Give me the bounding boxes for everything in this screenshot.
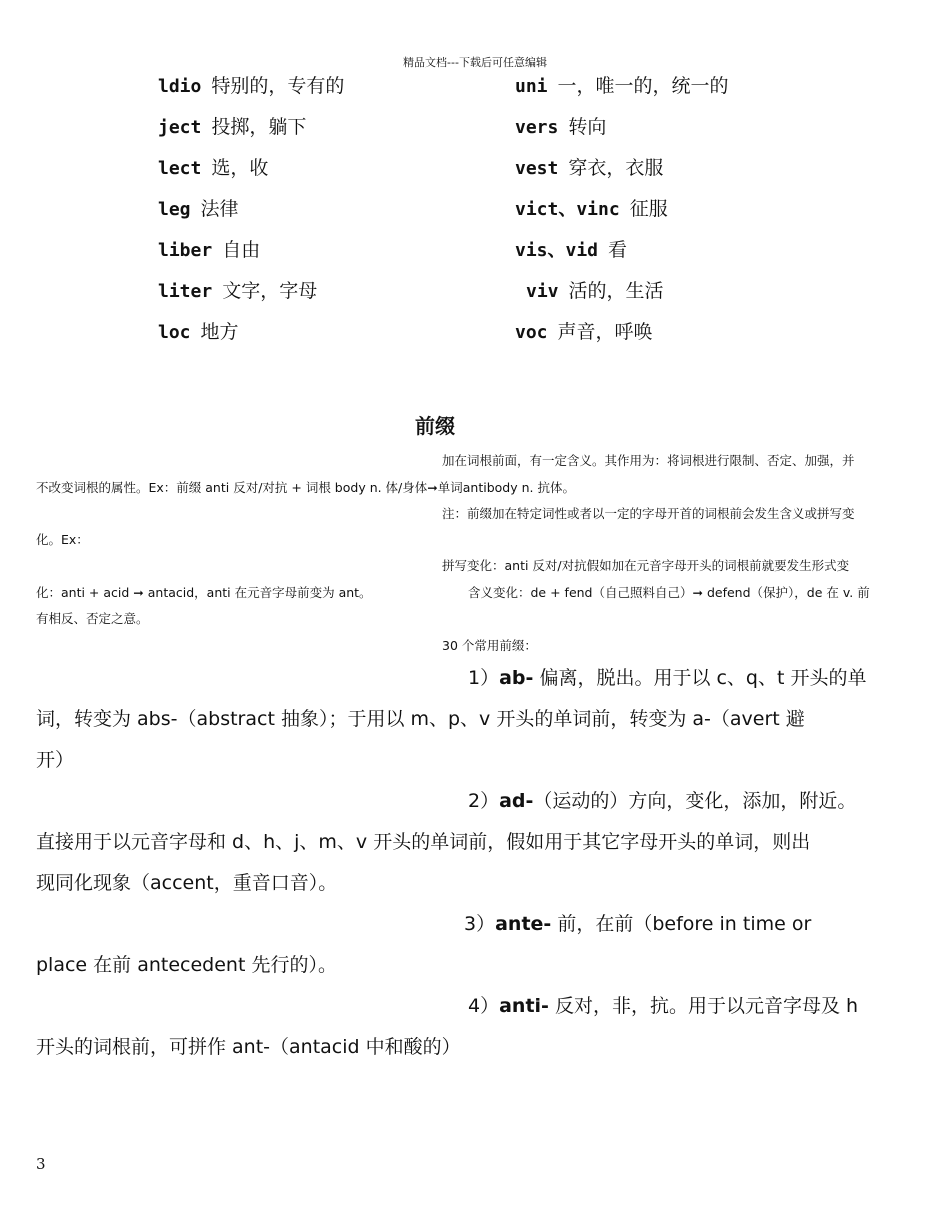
root-term: ldio xyxy=(158,76,202,97)
prefix-number: 2） xyxy=(468,790,500,812)
root-term: vict、vinc xyxy=(515,199,620,220)
root-entry xyxy=(515,71,729,101)
root-term: viv xyxy=(526,281,559,302)
intro-line: 不改变词根的属性。Ex：前缀 anti 反对/对抗 + 词根 body n. 体/身体➞单词antibody n. 抗体。 xyxy=(36,480,575,495)
root-term: liter xyxy=(158,281,213,302)
intro-line: 拼写变化：anti 反对/对抗假如加在元音字母开头的词根前就要发生形式变 xyxy=(442,558,850,573)
root-entry xyxy=(158,317,239,347)
root-meaning: 穿衣，衣服 xyxy=(568,157,664,179)
prefix-continuation-line: 词，转变为 abs-（abstract 抽象）；于用以 m、p、v 开头的单词前，转变为 a-（avert 避 xyxy=(36,708,805,730)
root-entry xyxy=(515,235,627,265)
root-meaning: 法律 xyxy=(200,198,239,220)
root-entry xyxy=(515,317,653,347)
root-meaning: 地方 xyxy=(200,321,239,343)
root-meaning: 声音，呼唤 xyxy=(557,321,653,343)
root-term: ject xyxy=(158,117,202,138)
root-entry xyxy=(158,71,344,101)
root-term: vest xyxy=(515,158,559,179)
root-meaning: 征服 xyxy=(629,198,668,220)
root-term: loc xyxy=(158,322,191,343)
root-meaning: 看 xyxy=(608,239,628,261)
prefix-continuation-line: place 在前 antecedent 先行的）。 xyxy=(36,954,337,976)
prefix-continuation-line: 开头的词根前，可拼作 ant-（antacid 中和酸的） xyxy=(36,1036,461,1058)
prefix-item-first-line xyxy=(464,909,811,939)
prefix-description: 反对，非，抗。用于以元音字母及 h xyxy=(548,995,859,1017)
prefix-description: 偏离，脱出。用于以 c、q、t 开头的单 xyxy=(533,667,867,689)
prefix-continuation-line: 直接用于以元音字母和 d、h、j、m、v 开头的单词前，假如用于其它字母开头的单词，则出 xyxy=(36,831,811,853)
prefix-term: ad- xyxy=(499,790,534,812)
root-meaning: 自由 xyxy=(222,239,261,261)
root-term: voc xyxy=(515,322,548,343)
prefix-term: ab- xyxy=(499,667,534,689)
intro-line: 加在词根前面，有一定含义。其作用为：将词根进行限制、否定、加强，并 xyxy=(442,453,855,468)
prefix-description: （运动的）方向，变化，添加，附近。 xyxy=(533,790,857,812)
root-entry xyxy=(158,153,268,183)
prefix-continuation-line: 现同化现象（accent，重音口音）。 xyxy=(36,872,338,894)
root-term: vis、vid xyxy=(515,240,599,261)
prefix-item-first-line xyxy=(468,786,856,816)
root-entry xyxy=(515,194,668,224)
root-term: vers xyxy=(515,117,559,138)
page-header: 精品文档---下载后可任意编辑 xyxy=(403,56,547,69)
prefix-term: ante- xyxy=(495,913,552,935)
intro-line: 30 个常用前缀： xyxy=(442,638,537,653)
intro-line: 有相反、否定之意。 xyxy=(36,611,149,626)
intro-line: 化：anti + acid ➞ antacid，anti 在元音字母前变为 ant。 xyxy=(36,585,372,600)
prefix-item-first-line xyxy=(468,991,858,1021)
prefix-term: anti- xyxy=(499,995,549,1017)
prefix-number: 4） xyxy=(468,995,500,1017)
prefix-item-first-line xyxy=(468,663,866,693)
page-number: 3 xyxy=(36,1155,46,1173)
section-title: 前缀 xyxy=(415,414,455,438)
prefix-continuation-line: 开） xyxy=(36,749,75,771)
root-meaning: 文字，字母 xyxy=(222,280,318,302)
root-entry xyxy=(515,153,663,183)
intro-line: 含义变化：de + fend（自己照料自己）➞ defend（保护），de 在 v. 前 xyxy=(468,585,870,600)
root-term: liber xyxy=(158,240,213,261)
root-entry xyxy=(158,276,317,306)
root-meaning: 选，收 xyxy=(211,157,269,179)
root-meaning: 投掷，躺下 xyxy=(211,116,307,138)
prefix-number: 3） xyxy=(464,913,496,935)
root-entry xyxy=(158,235,260,265)
root-term: uni xyxy=(515,76,548,97)
root-entry xyxy=(526,276,664,306)
root-meaning: 转向 xyxy=(568,116,607,138)
root-term: leg xyxy=(158,199,191,220)
root-meaning: 特别的，专有的 xyxy=(211,75,345,97)
root-entry xyxy=(158,194,239,224)
root-entry xyxy=(158,112,306,142)
prefix-number: 1） xyxy=(468,667,500,689)
root-meaning: 一，唯一的，统一的 xyxy=(557,75,729,97)
root-term: lect xyxy=(158,158,202,179)
root-meaning: 活的，生活 xyxy=(568,280,664,302)
root-entry xyxy=(515,112,606,142)
intro-line: 注：前缀加在特定词性或者以一定的字母开首的词根前会发生含义或拼写变 xyxy=(442,506,855,521)
intro-line: 化。Ex： xyxy=(36,532,89,547)
prefix-description: 前，在前（before in time or xyxy=(551,913,812,935)
